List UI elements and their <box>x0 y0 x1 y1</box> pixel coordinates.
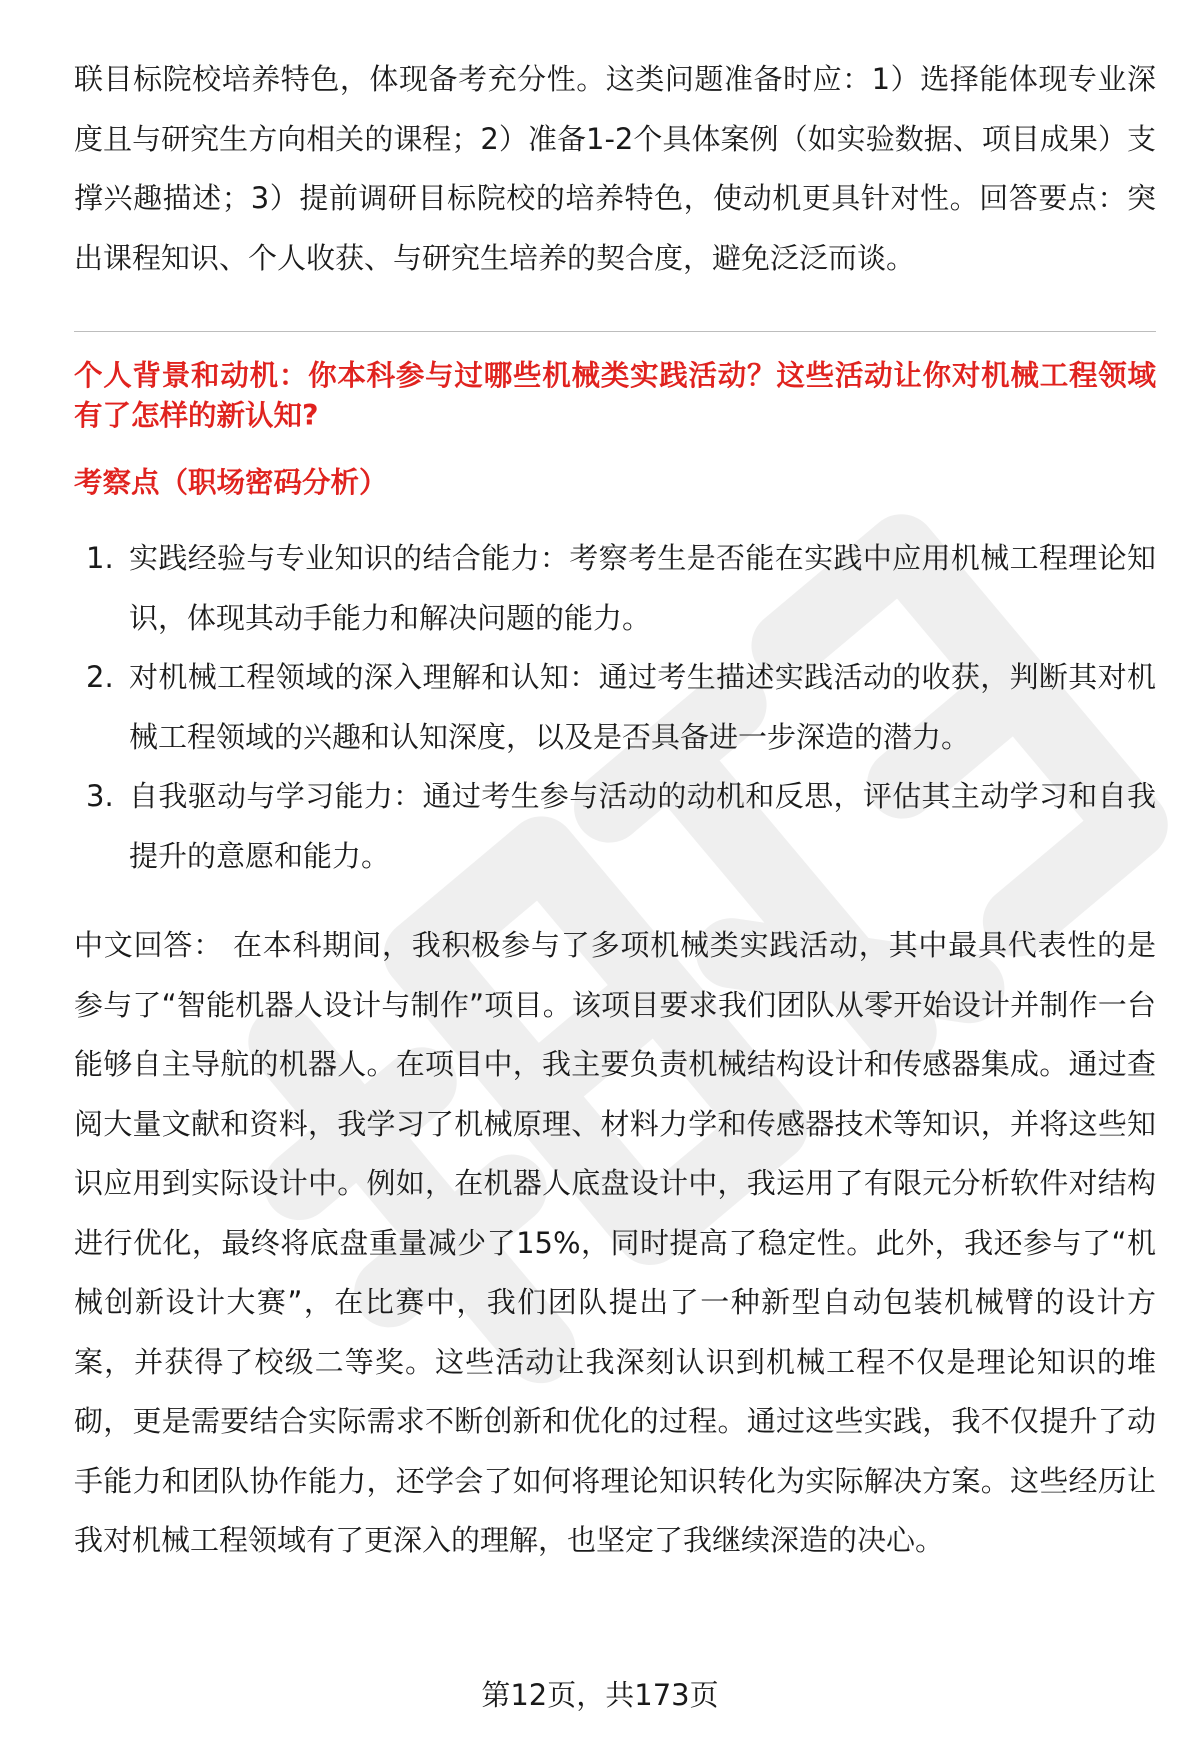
list-item-text: 实践经验与专业知识的结合能力：考察考生是否能在实践中应用机械工程理论知识，体现其动手能力和解决问题的能力。 <box>129 541 1156 635</box>
list-item <box>74 648 1156 767</box>
list-item-number: 3. <box>86 779 114 813</box>
points-list <box>74 529 1156 886</box>
list-item-number: 2. <box>86 660 114 694</box>
list-item-text: 对机械工程领域的深入理解和认知：通过考生描述实践活动的收获，判断其对机械工程领域的兴趣和认知深度，以及是否具备进一步深造的潜力。 <box>129 660 1156 754</box>
intro-paragraph: 联目标院校培养特色，体现备考充分性。这类问题准备时应：1）选择能体现专业深度且与研究生方向相关的课程；2）准备1-2个具体案例（如实验数据、项目成果）支撑兴趣描述；3）提前调研目标院校的培养特色，使动机更具针对性。回答要点：突出课程知识、个人收获、与研究生培养的契合度，避免泛泛而谈。 <box>74 62 1156 275</box>
page-number: 第12页，共173页 <box>481 1678 719 1712</box>
section-divider <box>74 331 1156 332</box>
list-item-number: 1. <box>86 541 114 575</box>
section-title: 考察点（职场密码分析） <box>74 466 388 499</box>
question-heading: 个人背景和动机：你本科参与过哪些机械类实践活动？这些活动让你对机械工程领域有了怎样的新认知? <box>74 359 1156 432</box>
answer-paragraph: 中文回答： 在本科期间，我积极参与了多项机械类实践活动，其中最具代表性的是参与了“智能机器人设计与制作”项目。该项目要求我们团队从零开始设计并制作一台能够自主导航的机器人。在项目中，我主要负责机械结构设计和传感器集成。通过查阅大量文献和资料，我学习了机械原理、材料力学和传感器技术等知识，并将这些知识应用到实际设计中。例如，在机器人底盘设计中，我运用了有限元分析软件对结构进行优化，最终将底盘重量减少了15%，同时提高了稳定性。此外，我还参与了“机械创新设计大赛”，在比赛中，我们团队提出了一种新型自动包装机械臂的设计方案，并获得了校级二等奖。这些活动让我深刻认识到机械工程不仅是理论知识的堆砌，更是需要结合实际需求不断创新和优化的过程。通过这些实践，我不仅提升了动手能力和团队协作能力，还学会了如何将理论知识转化为实际解决方案。这些经历让我对机械工程领域有了更深入的理解，也坚定了我继续深造的决心。 <box>74 928 1156 1557</box>
list-item <box>74 529 1156 648</box>
list-item-text: 自我驱动与学习能力：通过考生参与活动的动机和反思，评估其主动学习和自我提升的意愿和能力。 <box>129 779 1156 873</box>
document-page <box>74 50 1156 1571</box>
list-item <box>74 767 1156 886</box>
